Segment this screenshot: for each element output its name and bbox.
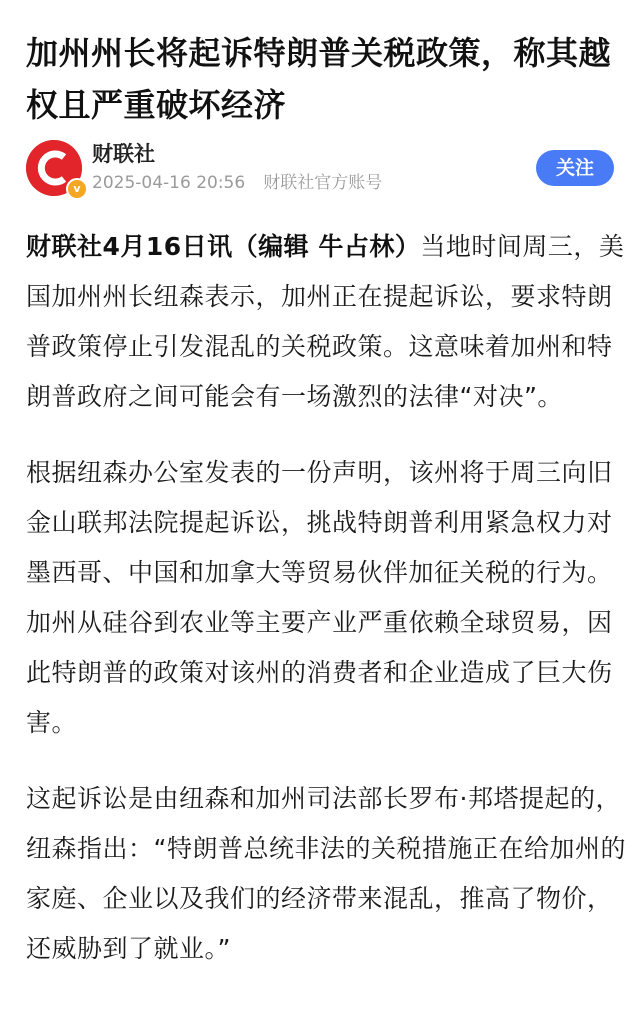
article-title: 加州州长将起诉特朗普关税政策，称其越权且严重破坏经济 — [26, 34, 612, 125]
paragraph-3: 这起诉讼是由纽森和加州司法部长罗布·邦塔提起的，纽森指出：“特朗普总统非法的关税措施正在给加州的家庭、企业以及我们的经济带来混乱，推高了物价，还威胁到了就业。” — [26, 784, 626, 963]
article-body — [26, 222, 626, 1000]
author-bar — [26, 138, 616, 200]
follow-button[interactable]: 关注 — [536, 150, 614, 186]
account-type: 财联社官方账号 — [263, 173, 383, 193]
verified-icon: v — [66, 178, 88, 200]
paragraph-1-lead: 财联社4月16日讯（编辑 牛占林） — [26, 232, 421, 261]
paragraph-1-text: 当地时间周三，美国加州州长纽森表示，加州正在提起诉讼，要求特朗普政策停止引发混乱的关税政策。这意味着加州和特朗普政府之间可能会有一场激烈的法律“对决”。 — [26, 232, 625, 411]
publish-time: 2025-04-16 20:56 — [92, 173, 246, 193]
paragraph-1 — [26, 222, 626, 422]
author-name[interactable]: 财联社 — [92, 142, 155, 166]
author-meta — [92, 171, 382, 195]
paragraph-2: 根据纽森办公室发表的一份声明，该州将于周三向旧金山联邦法院提起诉讼，挑战特朗普利用紧急权力对墨西哥、中国和加拿大等贸易伙伴加征关税的行为。加州从硅谷到农业等主要产业严重依赖全球贸易，因此特朗普的政策对该州的消费者和企业造成了巨大伤害。 — [26, 458, 613, 737]
